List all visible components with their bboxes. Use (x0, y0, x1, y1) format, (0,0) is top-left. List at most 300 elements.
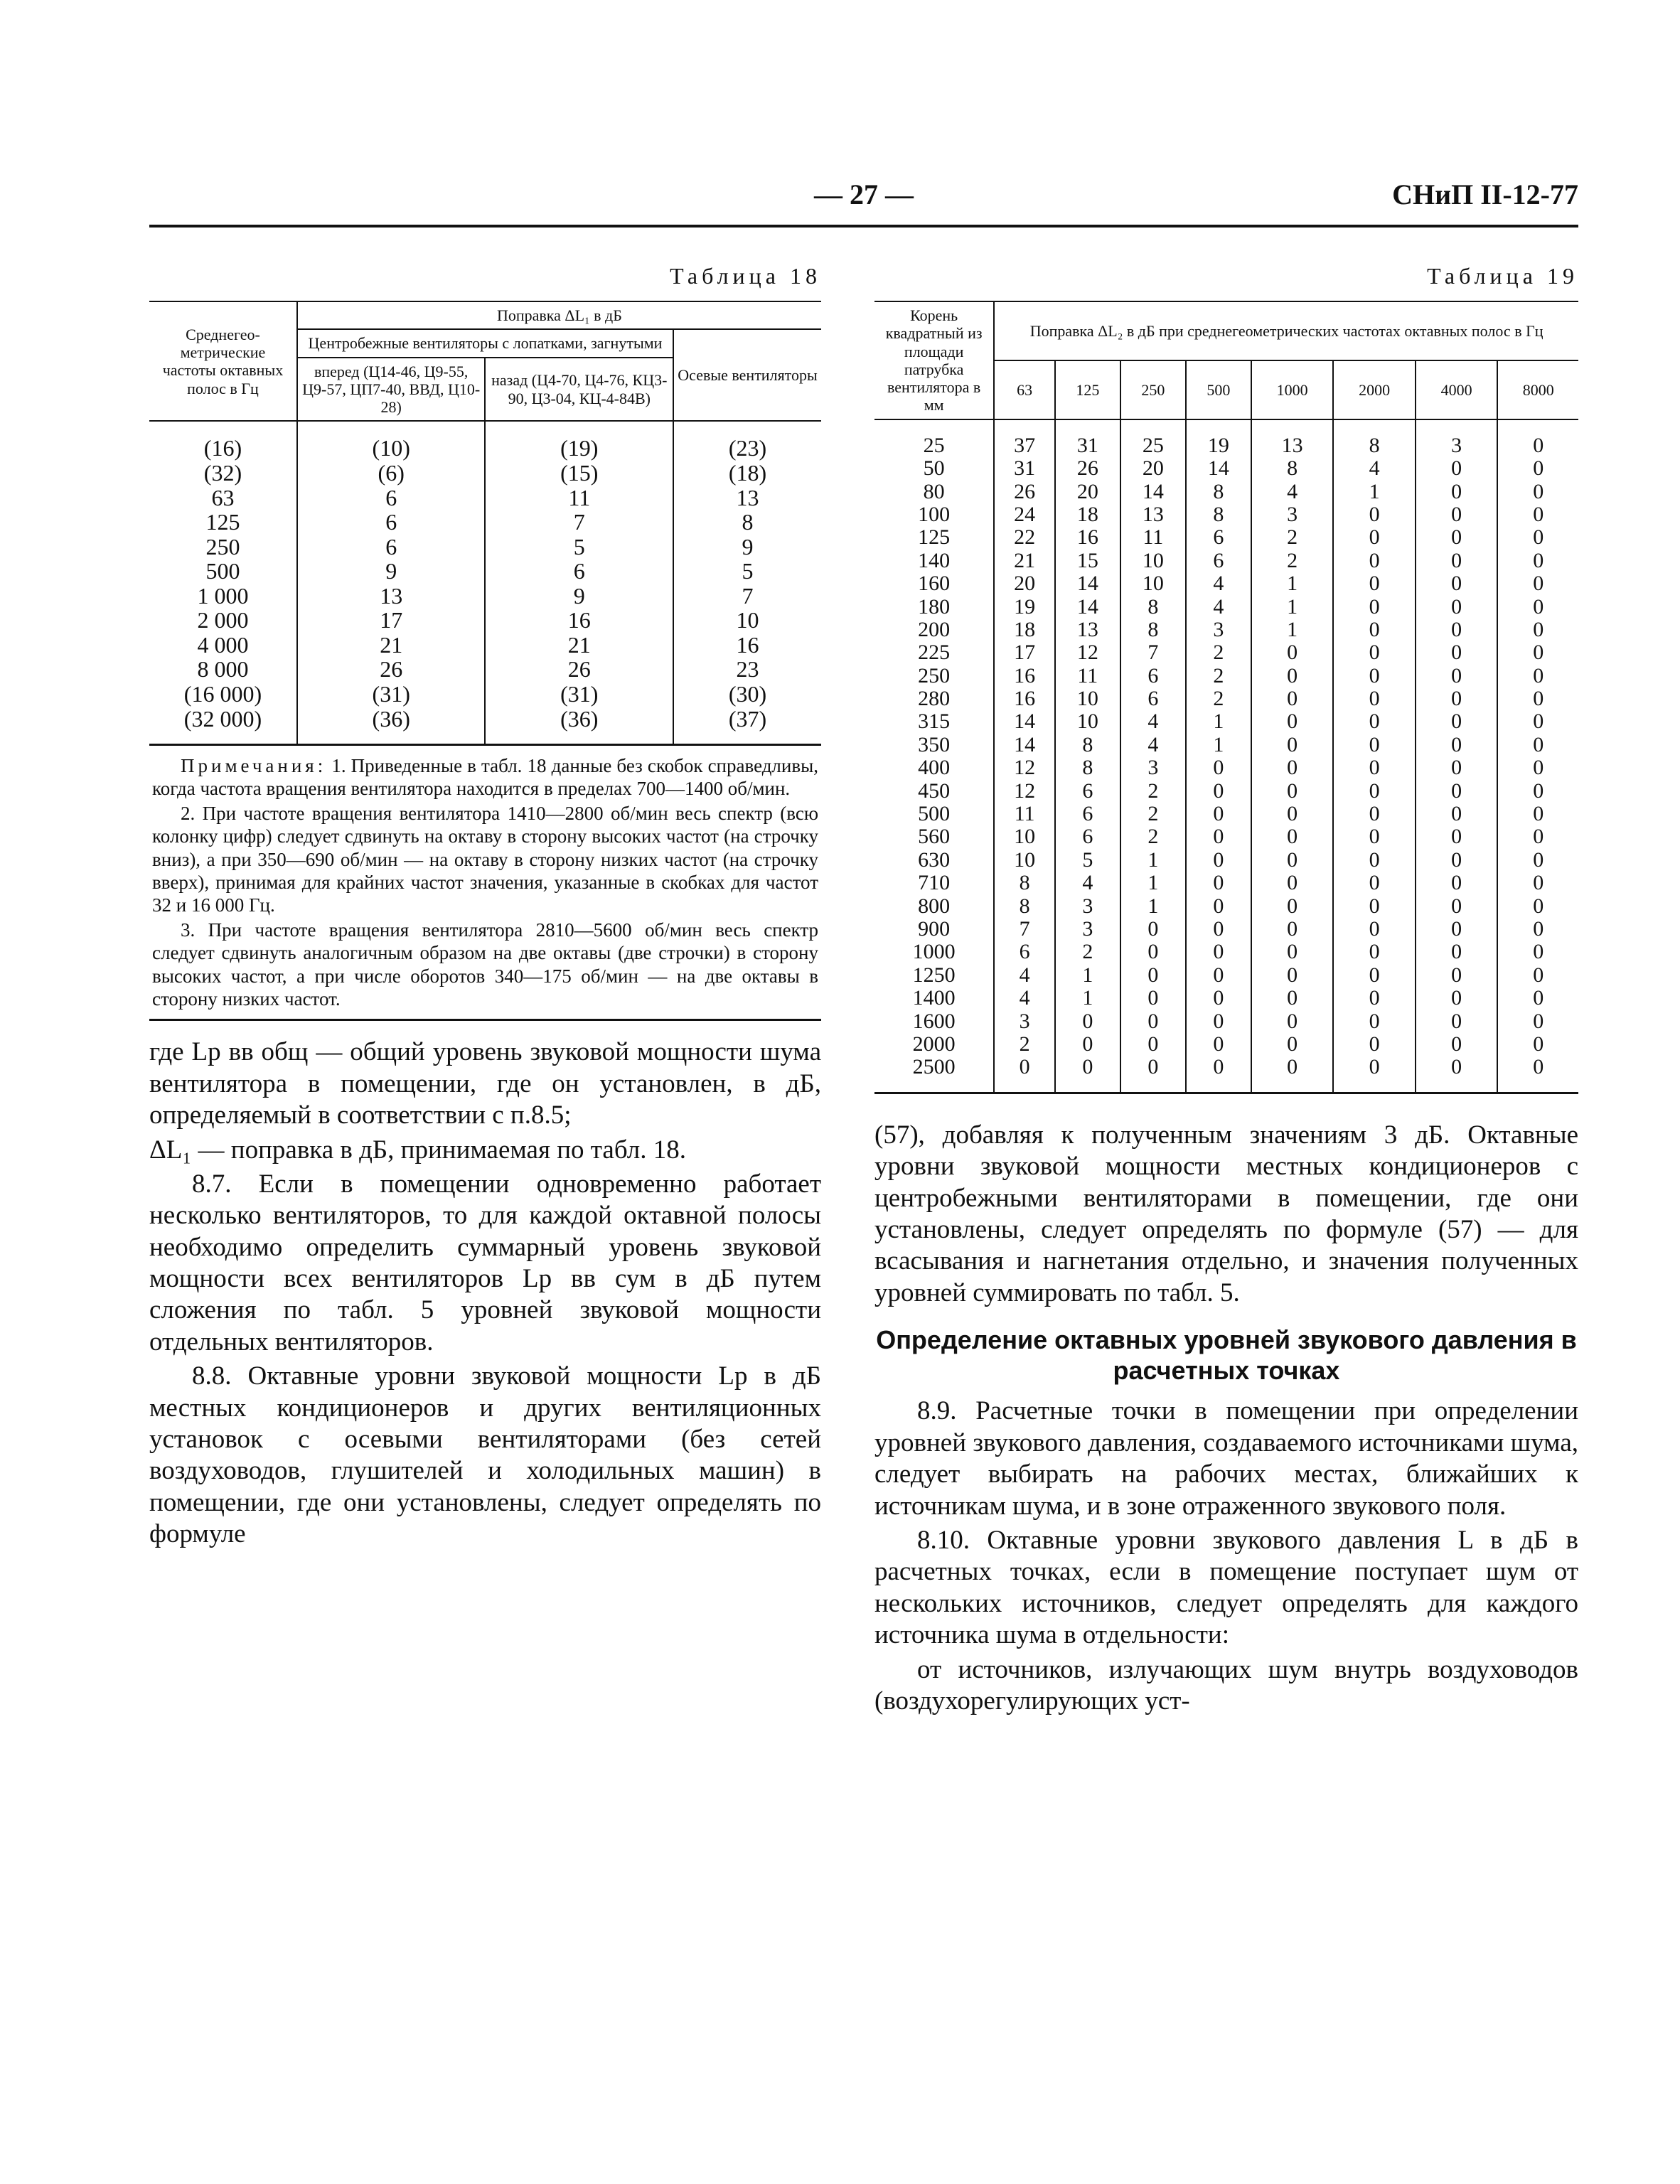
table19-cell: 0 (1186, 780, 1251, 803)
table18-cell: 6 (485, 559, 673, 584)
table19-cell: 0 (1497, 503, 1578, 526)
table19-cell: 5 (1055, 849, 1120, 872)
table19-cell: 0 (1251, 687, 1334, 710)
note-1: 1. Приведенные в табл. 18 данные без скобок справедливы, когда частота вращения вентилятора находится в пределах 700—1400 об/мин. (152, 755, 818, 800)
page-number: — 27 — (814, 178, 914, 210)
right-column (874, 263, 1578, 1720)
table19-body (874, 419, 1578, 1092)
table19-cell: 17 (994, 641, 1055, 664)
left-body-text (149, 1037, 821, 1550)
table18 (149, 301, 821, 744)
table19-cell: 0 (1497, 964, 1578, 987)
table19-cell: 12 (994, 756, 1055, 779)
table19-cell: 1 (1251, 619, 1334, 641)
table18-cell: 9 (485, 584, 673, 609)
table19-row (874, 756, 1578, 779)
table19-freq-header: 63 (994, 360, 1055, 419)
table19-cell: 0 (1333, 503, 1416, 526)
table19-cell: 140 (874, 550, 994, 572)
table19-cell: 11 (1120, 526, 1186, 549)
table19-cell: 14 (1055, 596, 1120, 619)
paragraph-where: где Lр вв общ — общий уровень звуковой мощности шума вентилятора в помещении, где он установлен, в дБ, определяемый в соответствии с п.8.5; (149, 1037, 821, 1130)
table18-header-freq: Среднегео-метрические частоты октавных полос в Гц (149, 301, 297, 421)
table19-row (874, 481, 1578, 503)
table19-cell: 1600 (874, 1010, 994, 1033)
table19-cell: 16 (994, 687, 1055, 710)
table19-cell: 10 (994, 849, 1055, 872)
table19-cell: 315 (874, 710, 994, 733)
table18-cell: 500 (149, 559, 297, 584)
right-body-text (874, 1120, 1578, 1718)
table19-cell: 0 (1251, 710, 1334, 733)
table19-cell: 0 (1416, 687, 1498, 710)
table19-cell: 0 (1333, 987, 1416, 1010)
table19-cell: 0 (1333, 780, 1416, 803)
table19-cell: 1 (1120, 872, 1186, 894)
table18-cell: 11 (485, 486, 673, 510)
table19-row (874, 872, 1578, 894)
table19-cell: 0 (1416, 941, 1498, 963)
table18-cell: 16 (485, 608, 673, 633)
table19-cell: 500 (874, 803, 994, 825)
table18-cell: 13 (673, 486, 821, 510)
table19-row (874, 1056, 1578, 1091)
table19-cell: 0 (1416, 734, 1498, 756)
table19-cell: 0 (1333, 1033, 1416, 1056)
table19-cell: 3 (994, 1010, 1055, 1033)
table18-cell: 26 (297, 657, 486, 682)
table19-cell: 0 (1497, 987, 1578, 1010)
table19-cell: 6 (1055, 825, 1120, 848)
table19-row (874, 941, 1578, 963)
table18-cell: 10 (673, 608, 821, 633)
table19-cell: 0 (1333, 596, 1416, 619)
section-subheading: Определение октавных уровней звукового давления в расчетных точках (876, 1325, 1577, 1386)
table19-cell: 900 (874, 918, 994, 941)
table19-cell: 24 (994, 503, 1055, 526)
table19-cell: 0 (1416, 526, 1498, 549)
table19-cell: 0 (1416, 825, 1498, 848)
table19-cell: 14 (1055, 572, 1120, 595)
table19-cell: 0 (1251, 825, 1334, 848)
table19-cell: 0 (1251, 734, 1334, 756)
table19-cell: 4 (1186, 572, 1251, 595)
table19-cell: 0 (1497, 895, 1578, 918)
table19-cell: 0 (1251, 665, 1334, 687)
table19-cell: 0 (1497, 825, 1578, 848)
table19-cell: 6 (994, 941, 1055, 963)
table19-cell: 13 (1120, 503, 1186, 526)
table19-cell: 3 (1055, 895, 1120, 918)
table19-cell: 0 (1416, 1056, 1498, 1091)
table19-cell: 1 (1333, 481, 1416, 503)
table19-cell: 31 (1055, 419, 1120, 457)
table18-cell: 63 (149, 486, 297, 510)
table19-cell: 1 (1251, 596, 1334, 619)
table18-row (149, 486, 821, 510)
table19-cell: 0 (1497, 849, 1578, 872)
table19-freq-header: 8000 (1497, 360, 1578, 419)
table19-cell: 0 (1120, 1033, 1186, 1056)
table19-cell: 3 (1186, 619, 1251, 641)
table19-row (874, 734, 1578, 756)
table18-cell: 21 (485, 633, 673, 658)
table19-cell: 180 (874, 596, 994, 619)
table19-cell: 6 (1186, 526, 1251, 549)
table19-cell: 8 (1055, 756, 1120, 779)
table19-cell: 1000 (874, 941, 994, 963)
table19-row (874, 1010, 1578, 1033)
table19-cell: 0 (1416, 457, 1498, 480)
table18-cell: 5 (485, 535, 673, 560)
table18-header-centrifugal: Центробежные вентиляторы с лопатками, загнутыми (297, 329, 673, 357)
table19-cell: 8 (1120, 619, 1186, 641)
table18-cell: 2 000 (149, 608, 297, 633)
table18-cell: (36) (485, 707, 673, 744)
table19-cell: 0 (1333, 572, 1416, 595)
table19-cell: 0 (1333, 526, 1416, 549)
table19-cell: 1 (1055, 987, 1120, 1010)
table19-row (874, 503, 1578, 526)
table19-cell: 8 (1186, 503, 1251, 526)
table18-row (149, 559, 821, 584)
table19-cell: 12 (1055, 641, 1120, 664)
table19-cell: 0 (1120, 987, 1186, 1010)
table19-row (874, 987, 1578, 1010)
table19-cell: 4 (1186, 596, 1251, 619)
table19-cell: 6 (1055, 780, 1120, 803)
table18-cell: 16 (673, 633, 821, 658)
table18-row (149, 608, 821, 633)
table19-cell: 0 (1333, 849, 1416, 872)
table19-row (874, 419, 1578, 457)
table18-cell: (16) (149, 421, 297, 461)
table19-cell: 0 (1186, 918, 1251, 941)
table19-cell: 18 (994, 619, 1055, 641)
table18-cell: (30) (673, 682, 821, 707)
table19-cell: 14 (1186, 457, 1251, 480)
table19-cell: 0 (1186, 825, 1251, 848)
table19-cell: 0 (1120, 1056, 1186, 1091)
table19-cell: 0 (1251, 872, 1334, 894)
table18-cell: (32) (149, 461, 297, 486)
table19-cell: 0 (1416, 987, 1498, 1010)
table19-cell: 200 (874, 619, 994, 641)
table19-cell: 0 (1497, 550, 1578, 572)
table19-cell: 0 (1416, 596, 1498, 619)
table18-cell: 6 (297, 510, 486, 535)
table19-cell: 0 (1251, 780, 1334, 803)
table19-cell: 710 (874, 872, 994, 894)
table18-cell: (23) (673, 421, 821, 461)
table18-row (149, 657, 821, 682)
table19-cell: 0 (1333, 803, 1416, 825)
table18-cell: (6) (297, 461, 486, 486)
table19-freq-header: 125 (1055, 360, 1120, 419)
table19-row (874, 918, 1578, 941)
table19-cell: 0 (1416, 895, 1498, 918)
table19-cell: 0 (1333, 710, 1416, 733)
table19-cell: 0 (1497, 941, 1578, 963)
table19-cell: 0 (1055, 1033, 1120, 1056)
table19-cell: 0 (1416, 1033, 1498, 1056)
table19-freq-header: 4000 (1416, 360, 1498, 419)
table19-cell: 31 (994, 457, 1055, 480)
table19-cell: 0 (1416, 665, 1498, 687)
table19-cell: 400 (874, 756, 994, 779)
table19-cell: 4 (994, 987, 1055, 1010)
table19-cell: 800 (874, 895, 994, 918)
table19-cell: 20 (1120, 457, 1186, 480)
table19-cell: 4 (994, 964, 1055, 987)
table19-cell: 37 (994, 419, 1055, 457)
table19-cell: 50 (874, 457, 994, 480)
table19-cell: 14 (1120, 481, 1186, 503)
table19-cell: 0 (1186, 1056, 1251, 1091)
table18-cell: (36) (297, 707, 486, 744)
table19-cell: 0 (1497, 1056, 1578, 1091)
table19-cell: 1250 (874, 964, 994, 987)
table19-cell: 0 (1186, 803, 1251, 825)
table18-body (149, 421, 821, 744)
table19-cell: 0 (1251, 849, 1334, 872)
table18-cell: (15) (485, 461, 673, 486)
table18-row (149, 584, 821, 609)
left-column (149, 263, 821, 1553)
table18-cell: (31) (485, 682, 673, 707)
table19-cell: 0 (1120, 1010, 1186, 1033)
table19-cell: 1 (1120, 895, 1186, 918)
table19-cell: 0 (1416, 964, 1498, 987)
table18-cell: 13 (297, 584, 486, 609)
table19-bottom-rule (874, 1092, 1578, 1094)
table18-caption: Таблица 18 (670, 263, 821, 289)
table19-cell: 0 (1497, 1033, 1578, 1056)
table18-cell: (18) (673, 461, 821, 486)
table18-row (149, 535, 821, 560)
table19-row (874, 710, 1578, 733)
table19-row (874, 687, 1578, 710)
table18-header-correction: Поправка ΔL₁ в дБ (297, 301, 821, 329)
table19-cell: 15 (1055, 550, 1120, 572)
table18-cell: 1 000 (149, 584, 297, 609)
table19-row (874, 964, 1578, 987)
table18-cell: 9 (673, 535, 821, 560)
table19-cell: 0 (1186, 756, 1251, 779)
table19-cell: 0 (1416, 641, 1498, 664)
table19-cell: 630 (874, 849, 994, 872)
table19-cell: 280 (874, 687, 994, 710)
table19-cell: 0 (1416, 1010, 1498, 1033)
table18-cell: (19) (485, 421, 673, 461)
table19-cell: 2500 (874, 1056, 994, 1091)
table19-cell: 2 (1120, 825, 1186, 848)
table19-row (874, 572, 1578, 595)
table18-row (149, 421, 821, 461)
table19-cell: 250 (874, 665, 994, 687)
table19-cell: 13 (1251, 419, 1334, 457)
table18-cell: 7 (485, 510, 673, 535)
table19-cell: 8 (1333, 419, 1416, 457)
table19-cell: 0 (1251, 987, 1334, 1010)
table19-cell: 0 (1186, 941, 1251, 963)
paragraph-sources: от источников, излучающих шум внутрь воздуховодов (воздухорегулирующих уст- (874, 1654, 1578, 1715)
table19-cell: 0 (1497, 780, 1578, 803)
table18-cell: (16 000) (149, 682, 297, 707)
table19-cell: 11 (1055, 665, 1120, 687)
table19-cell: 6 (1120, 687, 1186, 710)
table19-row (874, 780, 1578, 803)
table19-cell: 560 (874, 825, 994, 848)
table18-cell: (32 000) (149, 707, 297, 744)
table19-cell: 0 (1497, 1010, 1578, 1033)
table19-cell: 0 (1251, 964, 1334, 987)
table18-cell: 6 (297, 486, 486, 510)
table19-cell: 0 (1497, 457, 1578, 480)
paragraph-delta-l1: ΔL₁ — поправка в дБ, принимаемая по табл. 18. (149, 1135, 686, 1165)
table19-cell: 8 (1120, 596, 1186, 619)
table19-cell: 8 (1055, 734, 1120, 756)
table19-cell: 2 (1120, 780, 1186, 803)
note-3: 3. При частоте вращения вентилятора 2810—5600 об/мин весь спектр следует сдвинуть аналогичным образом на две октавы (две строчки) в сторону высоких частот, а при числе оборотов 340—175 об/мин — на две октавы в сторону низких частот. (152, 919, 818, 1010)
table19-cell: 0 (1497, 596, 1578, 619)
table19-cell: 0 (1497, 619, 1578, 641)
page-header (149, 178, 1578, 220)
table19-row (874, 665, 1578, 687)
table19-cell: 11 (994, 803, 1055, 825)
table19-cell: 0 (1416, 481, 1498, 503)
table19-cell: 0 (1333, 1010, 1416, 1033)
table19-caption: Таблица 19 (1427, 263, 1578, 289)
table18-cell: 125 (149, 510, 297, 535)
table19-header-correction: Поправка ΔL₂ в дБ при среднегеометрических частотах октавных полос в Гц (994, 301, 1578, 360)
table19-cell: 18 (1055, 503, 1120, 526)
table19-cell: 2 (994, 1033, 1055, 1056)
table19-cell: 0 (1497, 734, 1578, 756)
table19-cell: 0 (1333, 872, 1416, 894)
table19-cell: 0 (1333, 964, 1416, 987)
table19-row (874, 895, 1578, 918)
table19-row (874, 526, 1578, 549)
table19-cell: 0 (1416, 756, 1498, 779)
table18-row (149, 682, 821, 707)
table19-row (874, 619, 1578, 641)
table19-cell: 14 (994, 710, 1055, 733)
table19-row (874, 457, 1578, 480)
table19-cell: 3 (1055, 918, 1120, 941)
table19-cell: 0 (1333, 550, 1416, 572)
table19-header-root: Корень квадратный из площади патрубка вентилятора в мм (874, 301, 994, 419)
table19-freq-header: 500 (1186, 360, 1251, 419)
table19-cell: 0 (1251, 918, 1334, 941)
table19-cell: 0 (1416, 619, 1498, 641)
table19-cell: 20 (1055, 481, 1120, 503)
table19-cell: 6 (1055, 803, 1120, 825)
table19-cell: 0 (1251, 756, 1334, 779)
table19-row (874, 825, 1578, 848)
table19-freq-header: 1000 (1251, 360, 1334, 419)
table19-cell: 0 (1333, 825, 1416, 848)
table19-cell: 10 (994, 825, 1055, 848)
table19-cell: 100 (874, 503, 994, 526)
table19-freq-header: 2000 (1333, 360, 1416, 419)
table18-cell: 5 (673, 559, 821, 584)
table19-cell: 3 (1416, 419, 1498, 457)
table19-cell: 0 (1186, 872, 1251, 894)
table19-cell: 4 (1251, 481, 1334, 503)
table19 (874, 301, 1578, 1092)
table19-cell: 14 (994, 734, 1055, 756)
table19-cell: 0 (1186, 1010, 1251, 1033)
table19-cell: 2000 (874, 1033, 994, 1056)
table19-cell: 3 (1120, 756, 1186, 779)
table18-header-axial: Осевые вентиляторы (673, 329, 821, 421)
table19-cell: 0 (1333, 687, 1416, 710)
table19-cell: 10 (1055, 710, 1120, 733)
table19-cell: 2 (1186, 665, 1251, 687)
table19-cell: 3 (1251, 503, 1334, 526)
table18-cell: 4 000 (149, 633, 297, 658)
table19-cell: 12 (994, 780, 1055, 803)
table19-cell: 0 (1251, 641, 1334, 664)
table19-cell: 0 (1333, 895, 1416, 918)
table19-cell: 2 (1186, 687, 1251, 710)
table18-cell: 6 (297, 535, 486, 560)
table18-cell: 250 (149, 535, 297, 560)
table19-cell: 19 (1186, 419, 1251, 457)
table19-cell: 0 (1186, 964, 1251, 987)
table19-cell: 0 (1333, 941, 1416, 963)
table19-cell: 0 (1333, 756, 1416, 779)
table19-cell: 1 (1120, 849, 1186, 872)
table19-cell: 0 (1497, 481, 1578, 503)
table19-cell: 8 (994, 872, 1055, 894)
table19-cell: 10 (1120, 572, 1186, 595)
note-2: 2. При частоте вращения вентилятора 1410—2800 об/мин весь спектр (всю колонку цифр) следует сдвинуть на октаву в сторону высоких частот (на строчку вниз), а при 350—690 об/мин — на октаву в сторону низких частот (на строчку вверх), принимая для крайних частот значения, указанные в скобках для частот 32 и 16 000 Гц. (152, 802, 818, 916)
table19-cell: 6 (1186, 550, 1251, 572)
table19-cell: 0 (1251, 803, 1334, 825)
table19-cell: 0 (1416, 872, 1498, 894)
table19-cell: 0 (1416, 550, 1498, 572)
table19-cell: 2 (1186, 641, 1251, 664)
table19-cell: 0 (1333, 1056, 1416, 1091)
table19-cell: 2 (1251, 526, 1334, 549)
table19-cell: 26 (994, 481, 1055, 503)
table19-cell: 0 (1120, 918, 1186, 941)
table19-cell: 0 (1497, 687, 1578, 710)
table18-header-backward: назад (Ц4-70, Ц4-76, КЦ3-90, Ц3-04, КЦ-4-84В) (485, 358, 673, 422)
table19-cell: 2 (1120, 803, 1186, 825)
table19-cell: 0 (1497, 918, 1578, 941)
table19-cell: 8 (1251, 457, 1334, 480)
table19-cell: 26 (1055, 457, 1120, 480)
table19-cell: 0 (994, 1056, 1055, 1091)
paragraph-8-10: 8.10. Октавные уровни звукового давления L в дБ в расчетных точках, если в помещение поступает шум от нескольких источников, следует определять для каждого источника шума в отдельности: (874, 1526, 1578, 1650)
paragraph-8-9: 8.9. Расчетные точки в помещении при определении уровней звукового давления, создаваемого источниками шума, следует выбирать на рабочих местах, ближайших к источникам шума, и в зоне отраженного звукового поля. (874, 1396, 1578, 1521)
table19-row (874, 596, 1578, 619)
paragraph-57-continued: (57), добавляя к полученным значениям 3 дБ. Октавные уровни звуковой мощности местных кондиционеров с центробежными вентиляторами в помещении, где они установлены, следует определять по формуле (57) — для всасывания и нагнетания отдельно, и значения полученных уровней суммировать по табл. 5. (874, 1120, 1578, 1307)
table19-cell: 25 (1120, 419, 1186, 457)
table19-cell: 1 (1251, 572, 1334, 595)
table19-cell: 1 (1055, 964, 1120, 987)
table19-cell: 0 (1186, 895, 1251, 918)
table19-cell: 21 (994, 550, 1055, 572)
table19-cell: 0 (1055, 1056, 1120, 1091)
table18-cell: 26 (485, 657, 673, 682)
table18-header-forward: вперед (Ц14-46, Ц9-55, Ц9-57, ЦП7-40, ВВД, Ц10-28) (297, 358, 486, 422)
table19-cell: 2 (1251, 550, 1334, 572)
paragraph-8-7: 8.7. Если в помещении одновременно работает несколько вентиляторов, то для каждой октавной полосы необходимо определить суммарный уровень звуковой мощности всех вентиляторов Lр вв сум в дБ путем сложения по табл. 5 уровней звуковой мощности отдельных вентиляторов. (149, 1169, 821, 1356)
